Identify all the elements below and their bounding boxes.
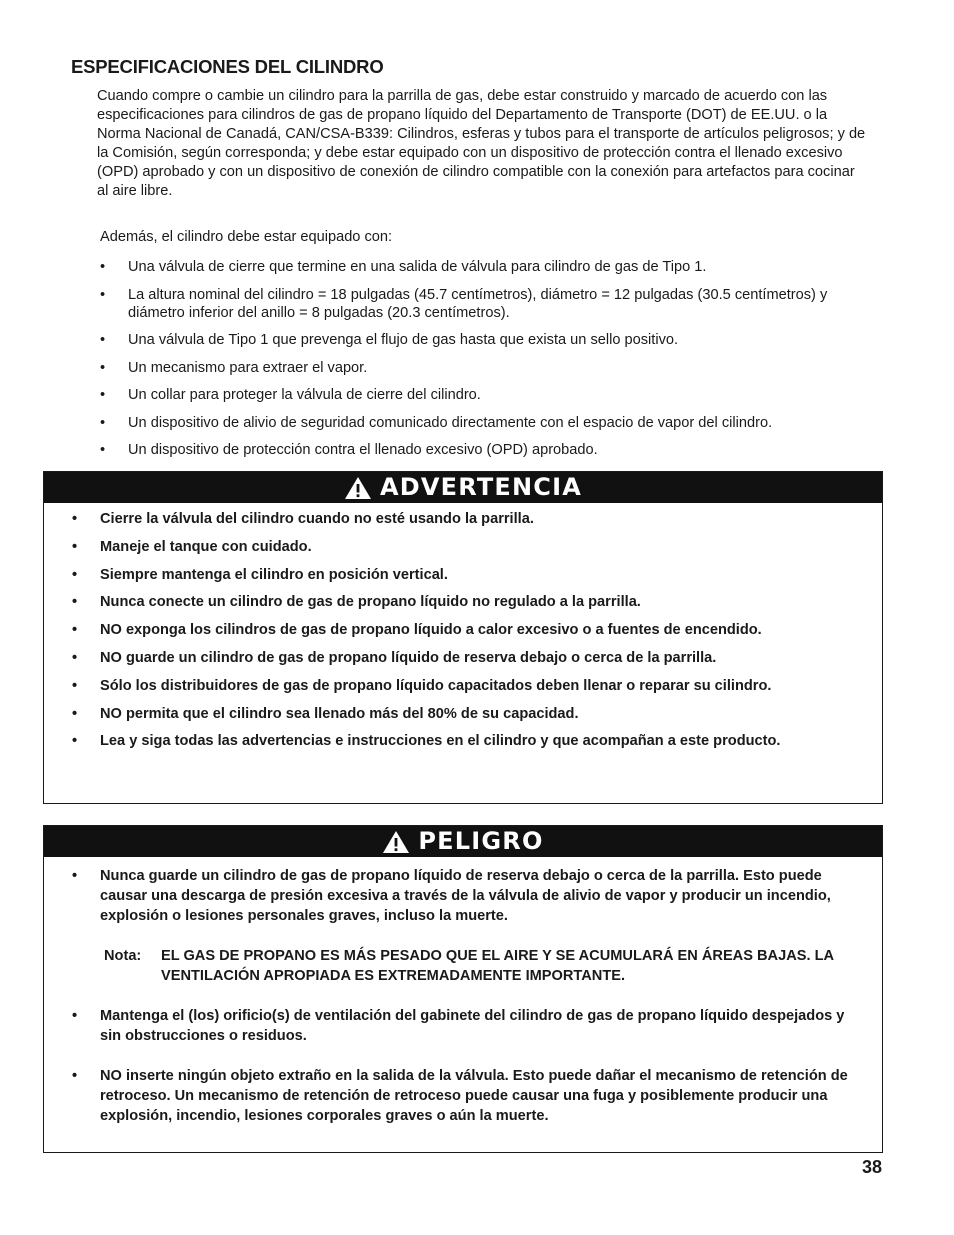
warning-header (44, 472, 882, 503)
danger-list (72, 866, 858, 1146)
list-item: • Un dispositivo de protección contra el llenado excesivo (OPD) aprobado. (100, 441, 870, 459)
warning-triangle-icon (382, 830, 410, 854)
warning-box (43, 471, 883, 804)
warning-title: ADVERTENCIA (379, 473, 583, 501)
list-item: • Siempre mantenga el cilindro en posición vertical. (72, 566, 858, 584)
list-item: • Un dispositivo de alivio de seguridad comunicado directamente con el espacio de vapor del cilindro. (100, 414, 870, 432)
list-item: • Maneje el tanque con cuidado. (72, 538, 858, 556)
list-item: • Sólo los distribuidores de gas de propano líquido capacitados deben llenar o reparar su cilindro. (72, 677, 858, 695)
danger-item-text: • Nunca guarde un cilindro de gas de propano líquido de reserva debajo o cerca de la parrilla. Esto puede causar una descarga de presión excesiva a través de la válvula de alivio de vapor y producir un incendio, explosión o lesiones personales graves, incluso la muerte. (100, 868, 831, 924)
list-item: • Lea y siga todas las advertencias e instrucciones en el cilindro y que acompañan a este producto. (72, 732, 858, 750)
list-item: • Una válvula de Tipo 1 que prevenga el flujo de gas hasta que exista un sello positivo. (100, 331, 870, 349)
section-title: ESPECIFICACIONES DEL CILINDRO (71, 56, 384, 77)
list-item: • Un collar para proteger la válvula de cierre del cilindro. (100, 386, 870, 404)
equipment-list (100, 258, 870, 469)
list-item: • NO guarde un cilindro de gas de propano líquido de reserva debajo o cerca de la parrilla. (72, 649, 858, 667)
list-item (72, 866, 858, 986)
list-item: • Nunca conecte un cilindro de gas de propano líquido no regulado a la parrilla. (72, 593, 858, 611)
intro-paragraph: Cuando compre o cambie un cilindro para la parrilla de gas, debe estar construido y marcado de acuerdo con las especificaciones para cilindros de gas de propano líquido del Departamento de Transporte (DOT) de EE.UU. o la Norma Nacional de Canadá, CAN/CSA-B339: Cilindros, esferas y tubos para el transporte de artículos peligrosos; y de la Comisión, según corresponda; y debe estar equipado con un dispositivo de protección contra el llenado excesivo (OPD) aprobado y con un dispositivo de conexión de cilindro compatible con la conexión para artefactos para cocinar al aire libre. (97, 88, 866, 199)
list-item: • Mantenga el (los) orificio(s) de ventilación del gabinete del cilindro de gas de propano líquido despejados y sin obstrucciones o residuos. (72, 1006, 858, 1046)
list-item: • Un mecanismo para extraer el vapor. (100, 359, 870, 377)
list-item: • La altura nominal del cilindro = 18 pulgadas (45.7 centímetros), diámetro = 12 pulgadas (30.5 centímetros) y diámetro inferior del anillo = 8 pulgadas (20.3 centímetros). (100, 286, 870, 322)
list-item: • NO permita que el cilindro sea llenado más del 80% de su capacidad. (72, 705, 858, 723)
warning-list (72, 510, 858, 760)
note (100, 946, 858, 986)
list-item: • NO inserte ningún objeto extraño en la salida de la válvula. Esto puede dañar el mecanismo de retención de retroceso. Un mecanismo de retención de retroceso puede causar una fuga y posiblemente producir una explosión, incendio, lesiones corporales graves o aún la muerte. (72, 1066, 858, 1126)
note-label: Nota: (104, 948, 142, 964)
list-item: • Cierre la válvula del cilindro cuando no esté usando la parrilla. (72, 510, 858, 528)
list-item: • Una válvula de cierre que termine en una salida de válvula para cilindro de gas de Tipo 1. (100, 258, 870, 276)
danger-title: PELIGRO (418, 827, 544, 855)
danger-box (43, 825, 883, 1153)
page-number: 38 (861, 1157, 882, 1177)
list-item: • NO exponga los cilindros de gas de propano líquido a calor excesivo o a fuentes de encendido. (72, 621, 858, 639)
note-text: EL GAS DE PROPANO ES MÁS PESADO QUE EL AIRE Y SE ACUMULARÁ EN ÁREAS BAJAS. LA VENTILACIÓN APROPIADA ES EXTREMADAMENTE IMPORTANTE. (161, 948, 834, 984)
equipment-intro: Además, el cilindro debe estar equipado con: (100, 229, 393, 245)
danger-header (44, 826, 882, 857)
warning-triangle-icon (344, 476, 372, 500)
